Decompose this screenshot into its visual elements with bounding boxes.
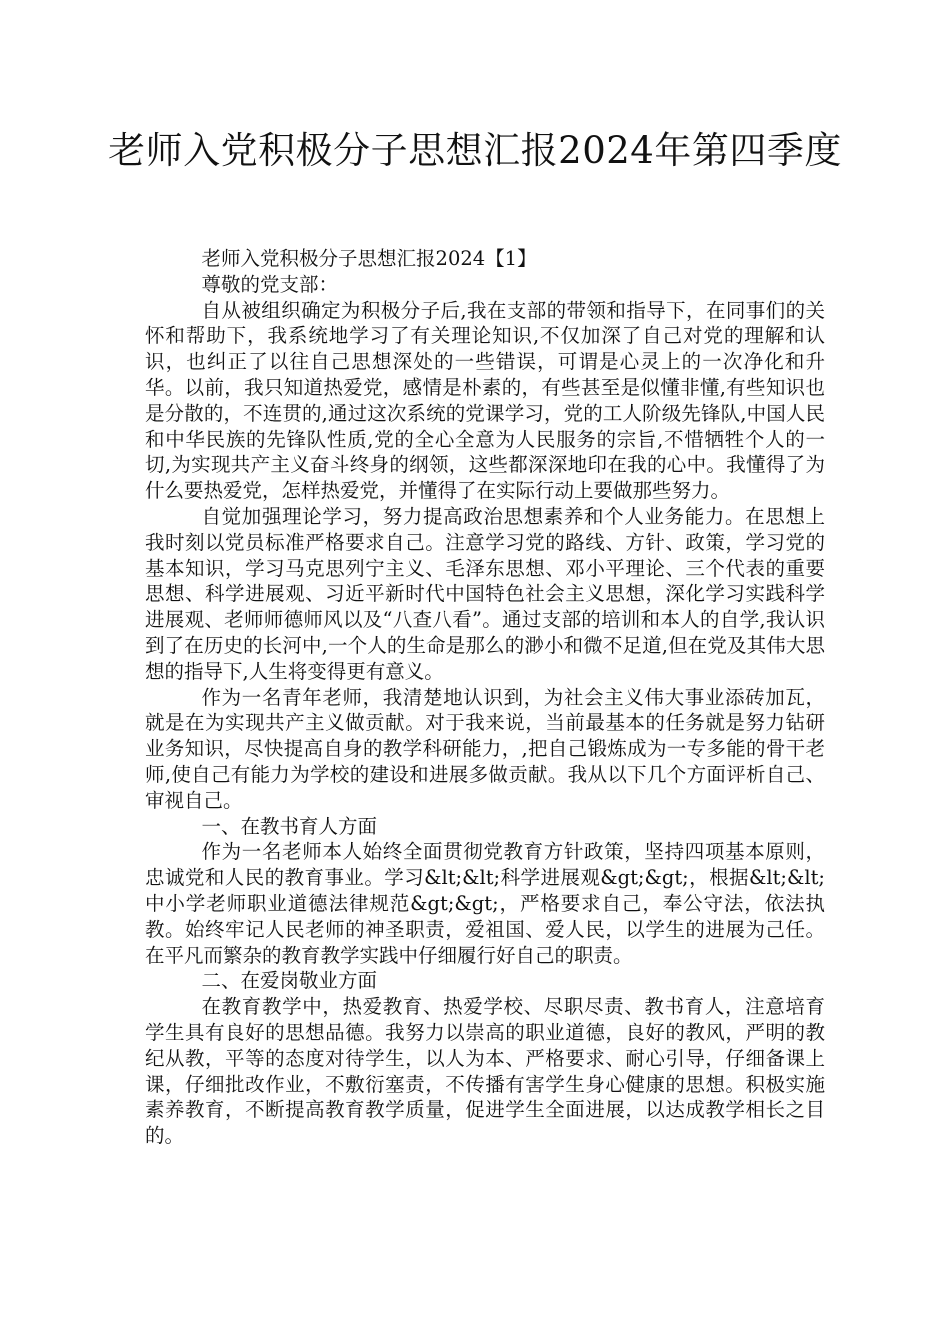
paragraph: 自从被组织确定为积极分子后,我在支部的带领和指导下，在同事们的关怀和帮助下，我系统地学习了有关理论知识,不仅加深了自己对党的理解和认识，也纠正了以往自己思想深处的一些错误，可谓是心灵上的一次净化和升华。以前，我只知道热爱党，感情是朴素的，有些甚至是似懂非懂,有些知识也是分散的，不连贯的,通过这次系统的党课学习，党的工人阶级先锋队,中国人民和中华民族的先锋队性质,党的全心全意为人民服务的宗旨,不惜牺牲个人的一切,为实现共产主义奋斗终身的纲领，这些都深深地印在我的心中。我懂得了为什么要热爱党，怎样热爱党，并懂得了在实际行动上要做那些努力。 bbox=[145, 298, 825, 503]
report-subtitle: 老师入党积极分子思想汇报2024【1】 bbox=[201, 247, 537, 270]
document-title: 老师入党积极分子思想汇报2024年第四季度 bbox=[108, 129, 842, 172]
paragraph: 自觉加强理论学习，努力提高政治思想素养和个人业务能力。在思想上我时刻以党员标准严格要求自己。注意学习党的路线、方针、政策，学习党的基本知识，学习马克思列宁主义、毛泽东思想、邓小平理论、三个代表的重要思想、科学进展观、习近平新时代中国特色社会主义思想，深化学习实践科学进展观、老师师德师风以及“八查八看”。通过支部的培训和本人的自学,我认识到了在历史的长河中,一个人的生命是那么的渺小和微不足道,但在党及其伟大思想的指导下,人生将变得更有意义。 bbox=[145, 504, 825, 683]
section-heading: 二、在爱岗敬业方面 bbox=[201, 969, 378, 993]
document-body bbox=[145, 246, 825, 1149]
section-heading: 一、在教书育人方面 bbox=[201, 814, 378, 838]
section-paragraph: 作为一名老师本人始终全面贯彻党教育方针政策，坚持四项基本原则，忠诚党和人民的教育事业。学习&lt;&lt;科学进展观&gt;&gt;，根据&lt;&lt;中小学老师职业道德法律规范&gt;&gt;，严格要求自己，奉公守法，依法执教。始终牢记人民老师的神圣职责，爱祖国、爱人民，以学生的进展为己任。在平凡而繁杂的教育教学实践中仔细履行好自己的职责。 bbox=[145, 840, 825, 967]
paragraph: 作为一名青年老师，我清楚地认识到，为社会主义伟大事业添砖加瓦，就是在为实现共产主义做贡献。对于我来说，当前最基本的任务就是努力钻研业务知识，尽快提高自身的教学科研能力，,把自己锻炼成为一专多能的骨干老师,使自己有能力为学校的建设和进展多做贡献。我从以下几个方面评析自己、审视自己。 bbox=[145, 685, 825, 812]
section-paragraph: 在教育教学中，热爱教育、热爱学校、尽职尽责、教书育人，注意培育学生具有良好的思想品德。我努力以崇高的职业道德，良好的教风，严明的教纪从教，平等的态度对待学生，以人为本、严格要求、耐心引导，仔细备课上课，仔细批改作业，不敷衍塞责，不传播有害学生身心健康的思想。积极实施素养教育，不断提高教育教学质量，促进学生全面进展，以达成教学相长之目的。 bbox=[145, 995, 825, 1148]
salutation: 尊敬的党支部： bbox=[201, 272, 339, 296]
